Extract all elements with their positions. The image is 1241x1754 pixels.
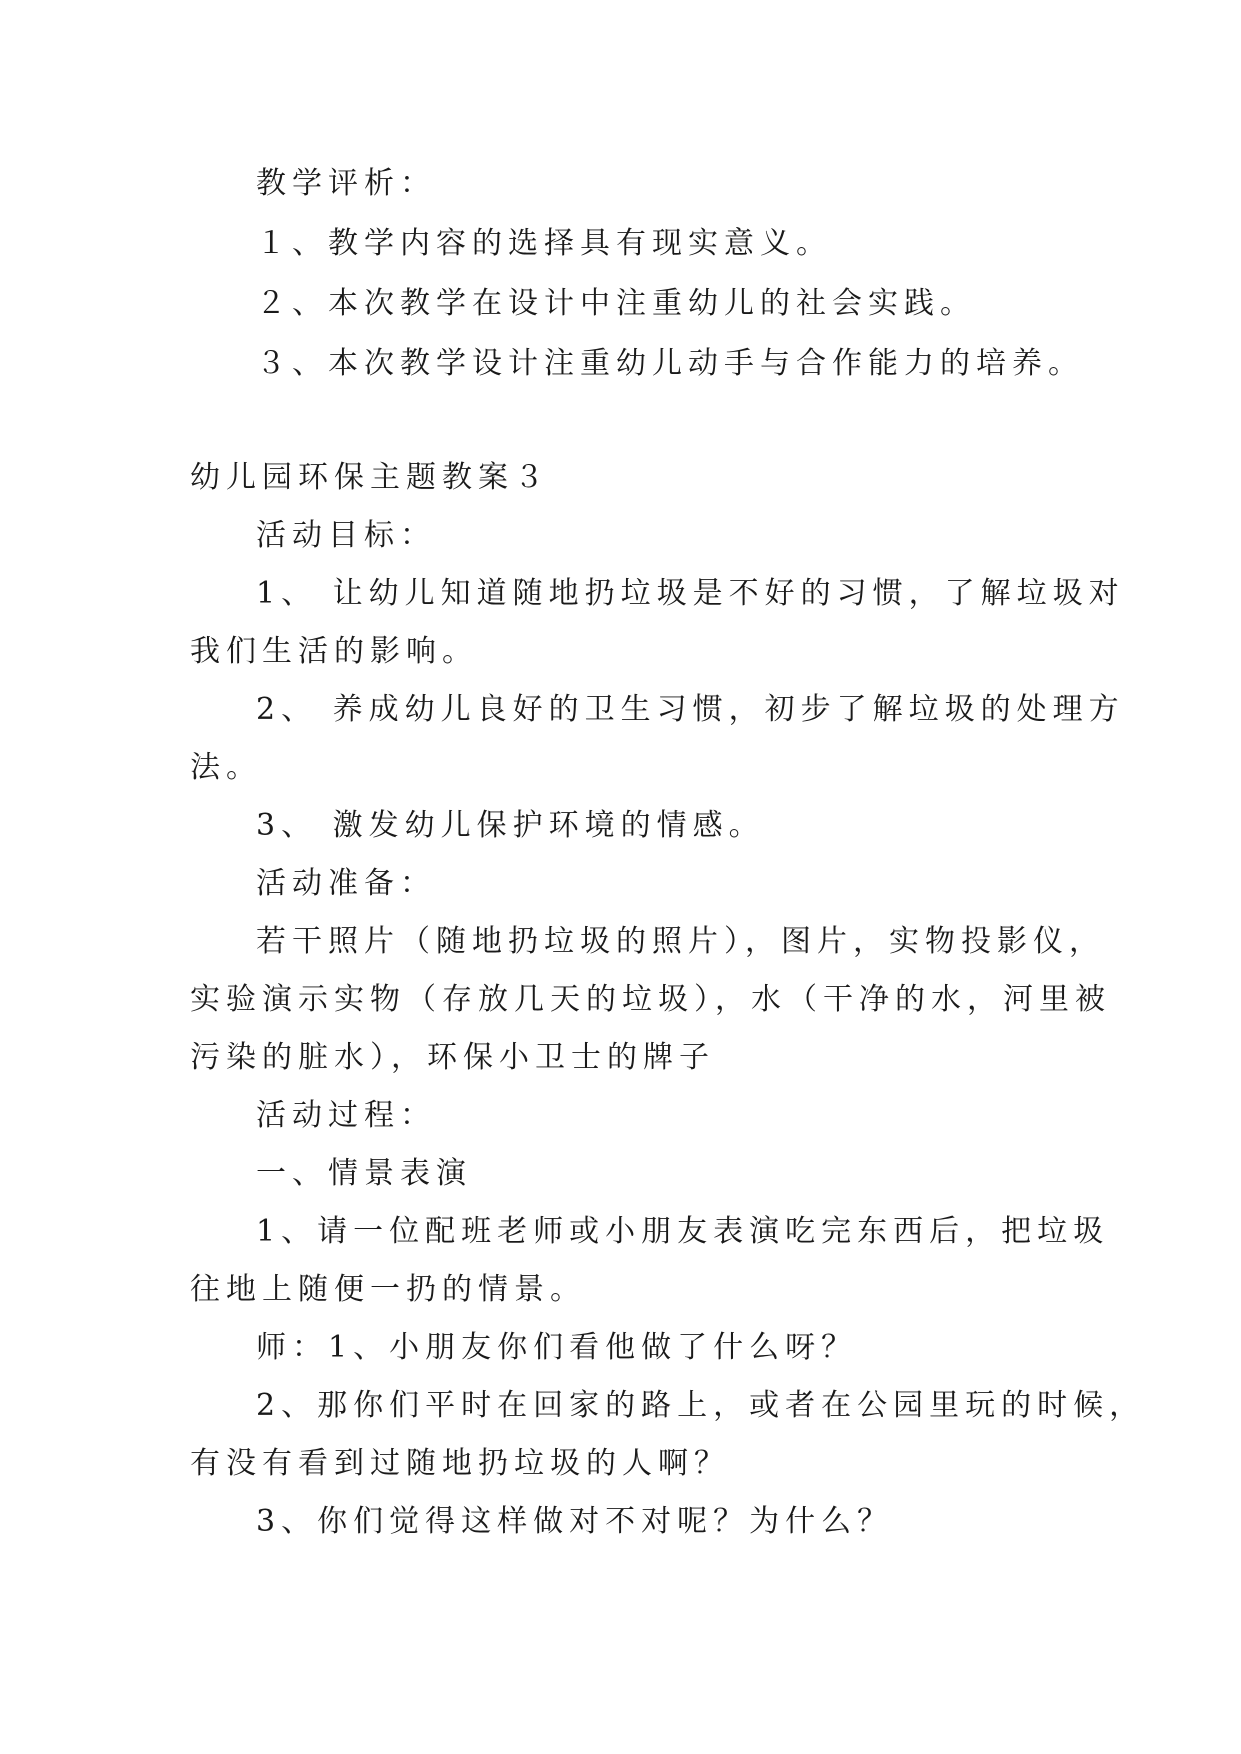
- goal-1-line-1: 1、 让幼儿知道随地扔垃圾是不好的习惯，了解垃圾对: [256, 576, 1125, 611]
- step-1-line-2: 往地上随便一扔的情景。: [190, 1272, 586, 1307]
- prep-line-2: 实验演示实物（存放几天的垃圾），水（干净的水，河里被: [190, 982, 1111, 1017]
- evaluation-point-3: ３、本次教学设计注重幼儿动手与合作能力的培养。: [256, 346, 1084, 381]
- goal-1-line-2: 我们生活的影响。: [190, 634, 478, 669]
- question-2-line-1: 2、那你们平时在回家的路上，或者在公园里玩的时候，: [256, 1388, 1146, 1423]
- section-title: 幼儿园环保主题教案３: [190, 460, 550, 495]
- prep-heading: 活动准备：: [256, 866, 436, 901]
- process-part-1: 一、情景表演: [256, 1156, 472, 1191]
- goal-3: 3、 激发幼儿保护环境的情感。: [256, 808, 765, 843]
- question-3: 3、你们觉得这样做对不对呢？为什么？: [256, 1504, 894, 1539]
- evaluation-point-2: ２、本次教学在设计中注重幼儿的社会实践。: [256, 286, 976, 321]
- goals-heading: 活动目标：: [256, 518, 436, 553]
- question-2-line-2: 有没有看到过随地扔垃圾的人啊？: [190, 1446, 730, 1481]
- teacher-question-1: 师：1、小朋友你们看他做了什么呀？: [256, 1330, 858, 1365]
- evaluation-heading: 教学评析：: [256, 166, 436, 201]
- step-1-line-1: 1、请一位配班老师或小朋友表演吃完东西后，把垃圾: [256, 1214, 1110, 1249]
- goal-2-line-2: 法。: [190, 750, 262, 785]
- evaluation-point-1: １、教学内容的选择具有现实意义。: [256, 226, 832, 261]
- prep-line-3: 污染的脏水），环保小卫士的牌子: [190, 1040, 715, 1075]
- prep-line-1: 若干照片（随地扔垃圾的照片），图片，实物投影仪，: [256, 924, 1105, 959]
- goal-2-line-1: 2、 养成幼儿良好的卫生习惯，初步了解垃圾的处理方: [256, 692, 1125, 727]
- process-heading: 活动过程：: [256, 1098, 436, 1133]
